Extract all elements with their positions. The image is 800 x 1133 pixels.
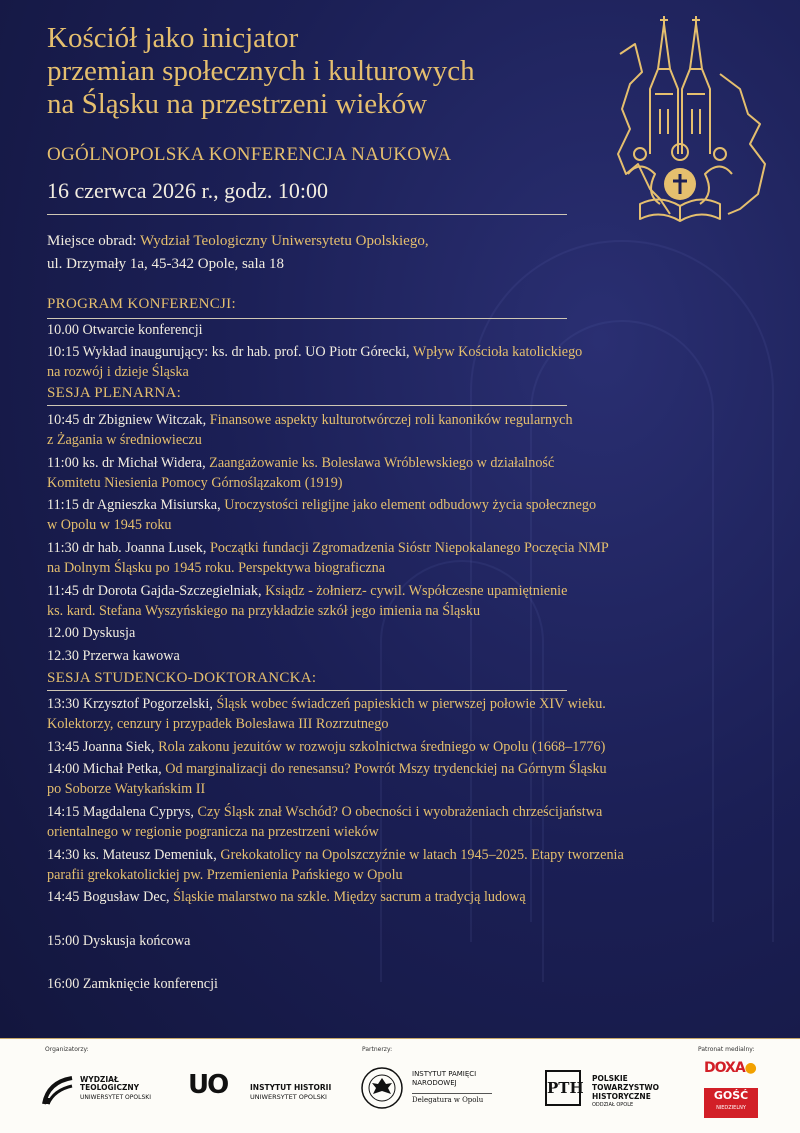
student-heading: SESJA STUDENCKO-DOKTORANCKA: <box>47 670 317 686</box>
talk-item <box>47 845 624 866</box>
talk-title: Ksiądz - żołnierz- cywil. Współczesne upamiętnienie <box>265 583 568 599</box>
ipn-name <box>412 1070 476 1088</box>
talk-title: Zaangażowanie ks. Bolesława Wróblewskiego w działalność <box>209 455 555 471</box>
program-heading: PROGRAM KONFERENCJI: <box>47 296 236 312</box>
speaker: 13:45 Joanna Siek, <box>47 739 159 755</box>
subtitle: OGÓLNOPOLSKA KONFERENCJA NAUKOWA <box>47 144 452 165</box>
divider <box>47 318 567 319</box>
talk-title: Uroczystości religijne jako element odbudowy życia społecznego <box>224 497 597 513</box>
speaker: 11:45 dr Dorota Gajda-Szczegielniak, <box>47 583 266 599</box>
talk-title-cont: na rozwój i dzieje Śląska <box>47 364 189 380</box>
speaker: 14:15 Magdalena Cyprys, <box>47 804 198 820</box>
theology-faculty-logo-icon <box>42 1074 76 1106</box>
media-label: Patronat medialny: <box>698 1046 755 1053</box>
final-discussion: 15:00 Dyskusja końcowa <box>47 933 191 949</box>
venue-address: ul. Drzymały 1a, 45-342 Opole, sala 18 <box>47 256 285 272</box>
talk-item <box>47 759 607 780</box>
ipn-divider <box>412 1093 492 1094</box>
talk-title-cont: po Soborze Watykańskim II <box>47 781 206 797</box>
talk-item <box>47 410 573 431</box>
speaker: 10:45 dr Zbigniew Witczak, <box>47 412 210 428</box>
program-lecture <box>47 342 582 363</box>
divider <box>47 690 567 691</box>
title-line: Kościół jako inicjator <box>47 22 299 54</box>
talk-title-cont: w Opolu w 1945 roku <box>47 517 172 533</box>
talk-title-cont: na Dolnym Śląsku po 1945 roku. Perspektywa biograficzna <box>47 560 386 576</box>
gosc-niedzielny-logo <box>704 1088 758 1118</box>
speaker: 10:15 Wykład inaugurujący: ks. dr hab. prof. UO Piotr Górecki, <box>47 344 413 360</box>
organizers-label: Organizatorzy: <box>45 1046 89 1053</box>
footer <box>0 1038 800 1133</box>
title-line: przemian społecznych i kulturowych <box>47 55 475 87</box>
radio-doxa-logo-icon: DOXA● <box>704 1060 756 1076</box>
logo-text-line: NARODOWEJ <box>412 1079 457 1087</box>
talk-item <box>47 453 554 474</box>
program-opening: 10.00 Otwarcie konferencji <box>47 322 203 338</box>
talk-title: Śląsk wobec świadczeń papieskich w pierwszej połowie XIV wieku. <box>216 696 606 712</box>
divider <box>47 214 567 215</box>
talk-title-cont: z Żagania w średniowieczu <box>47 432 202 448</box>
talk-title: Rola zakonu jezuitów w rozwoju szkolnictwa średniego w Opolu (1668–1776) <box>158 739 606 755</box>
logo-text-line: TOWARZYSTWO <box>592 1083 660 1092</box>
closing: 16:00 Zamknięcie konferencji <box>47 976 218 992</box>
talk-title: Finansowe aspekty kulturotwórczej roli kanoników regularnych <box>209 412 573 428</box>
history-institute-name: INSTYTUT HISTORII <box>250 1083 332 1092</box>
talk-item <box>47 887 526 908</box>
title-line: na Śląsku na przestrzeni wieków <box>47 88 428 120</box>
speaker: 14:45 Bogusław Dec, <box>47 889 174 905</box>
speaker: 11:30 dr hab. Joanna Lusek, <box>47 540 210 556</box>
coffee-break: 12.30 Przerwa kawowa <box>47 648 180 664</box>
cathedral-logo-icon <box>600 14 780 229</box>
venue-label: Miejsce obrad: <box>47 233 137 249</box>
talk-item <box>47 495 596 516</box>
talk-title: Śląskie malarstwo na szkle. Między sacrum a tradycją ludową <box>173 889 526 905</box>
talk-title-cont: Komitetu Niesienia Pomocy Górnoślązakom (1919) <box>47 475 343 491</box>
talk-title: Czy Śląsk znał Wschód? O obecności i wyobrażeniach chrześcijaństwa <box>197 804 603 820</box>
logo-text-line: WYDZIAŁ <box>80 1075 119 1084</box>
venue-place: Wydział Teologiczny Uniwersytetu Opolskiego, <box>140 233 429 249</box>
talk-item <box>47 581 567 602</box>
footer-line <box>0 1038 800 1039</box>
logo-text-line: HISTORYCZNE <box>592 1092 651 1101</box>
plenary-heading: SESJA PLENARNA: <box>47 385 182 401</box>
talk-item <box>47 802 602 823</box>
speaker: 14:00 Michał Petka, <box>47 761 166 777</box>
speaker: 11:15 dr Agnieszka Misiurska, <box>47 497 225 513</box>
theology-faculty-university: UNIWERSYTET OPOLSKI <box>80 1094 151 1101</box>
talk-title: Od marginalizacji do renesansu? Powrót Mszy trydenckiej na Górnym Śląsku <box>165 761 607 777</box>
talk-title-cont: orientalnego w regionie pogranicza na przestrzeni wieków <box>47 824 379 840</box>
logo-text-line: INSTYTUT PAMIĘCI <box>412 1070 477 1078</box>
plenary-discussion: 12.00 Dyskusja <box>47 625 136 641</box>
talk-item <box>47 538 609 559</box>
partners-label: Partnerzy: <box>362 1046 393 1053</box>
theology-faculty-name <box>80 1076 139 1092</box>
conference-title <box>47 22 607 121</box>
speaker: 13:30 Krzysztof Pogorzelski, <box>47 696 217 712</box>
conference-date: 16 czerwca 2026 r., godz. 10:00 <box>47 178 329 203</box>
pth-logo-icon: PTH <box>545 1070 581 1106</box>
gosc-title: GOŚĆ <box>713 1089 749 1102</box>
ipn-delegation: Delegatura w Opolu <box>412 1096 484 1104</box>
pth-name <box>592 1074 659 1101</box>
talk-title-cont: ks. kard. Stefana Wyszyńskiego na przykładzie szkół jego imienia na Śląsku <box>47 603 481 619</box>
talk-title: Początki fundacji Zgromadzenia Sióstr Niepokalanego Poczęcia NMP <box>210 540 609 556</box>
talk-item <box>47 694 606 715</box>
ipn-seal-icon <box>360 1066 404 1110</box>
talk-title: Grekokatolicy na Opolszczyźnie w latach 1945–2025. Etapy tworzenia <box>220 847 624 863</box>
logo-text-line: POLSKIE <box>592 1074 628 1083</box>
logo-text-line: TEOLOGICZNY <box>80 1083 140 1092</box>
talk-title-cont: Kolektorzy, cenzury i przypadek Bolesława III Rozrzutnego <box>47 716 389 732</box>
history-institute-university: UNIWERSYTET OPOLSKI <box>250 1093 327 1101</box>
gosc-subtitle: NIEDZIELNY <box>716 1105 746 1111</box>
venue <box>47 230 429 276</box>
talk-title: Wpływ Kościoła katolickiego <box>412 344 583 360</box>
talk-title-cont: parafii grekokatolickiej pw. Przemienienia Pańskiego w Opolu <box>47 867 403 883</box>
talk-item <box>47 737 605 758</box>
divider <box>47 405 567 406</box>
pth-branch: ODDZIAŁ OPOLE <box>592 1102 634 1108</box>
uo-logo-icon: UO <box>188 1070 228 1100</box>
speaker: 14:30 ks. Mateusz Demeniuk, <box>47 847 221 863</box>
speaker: 11:00 ks. dr Michał Widera, <box>47 455 210 471</box>
